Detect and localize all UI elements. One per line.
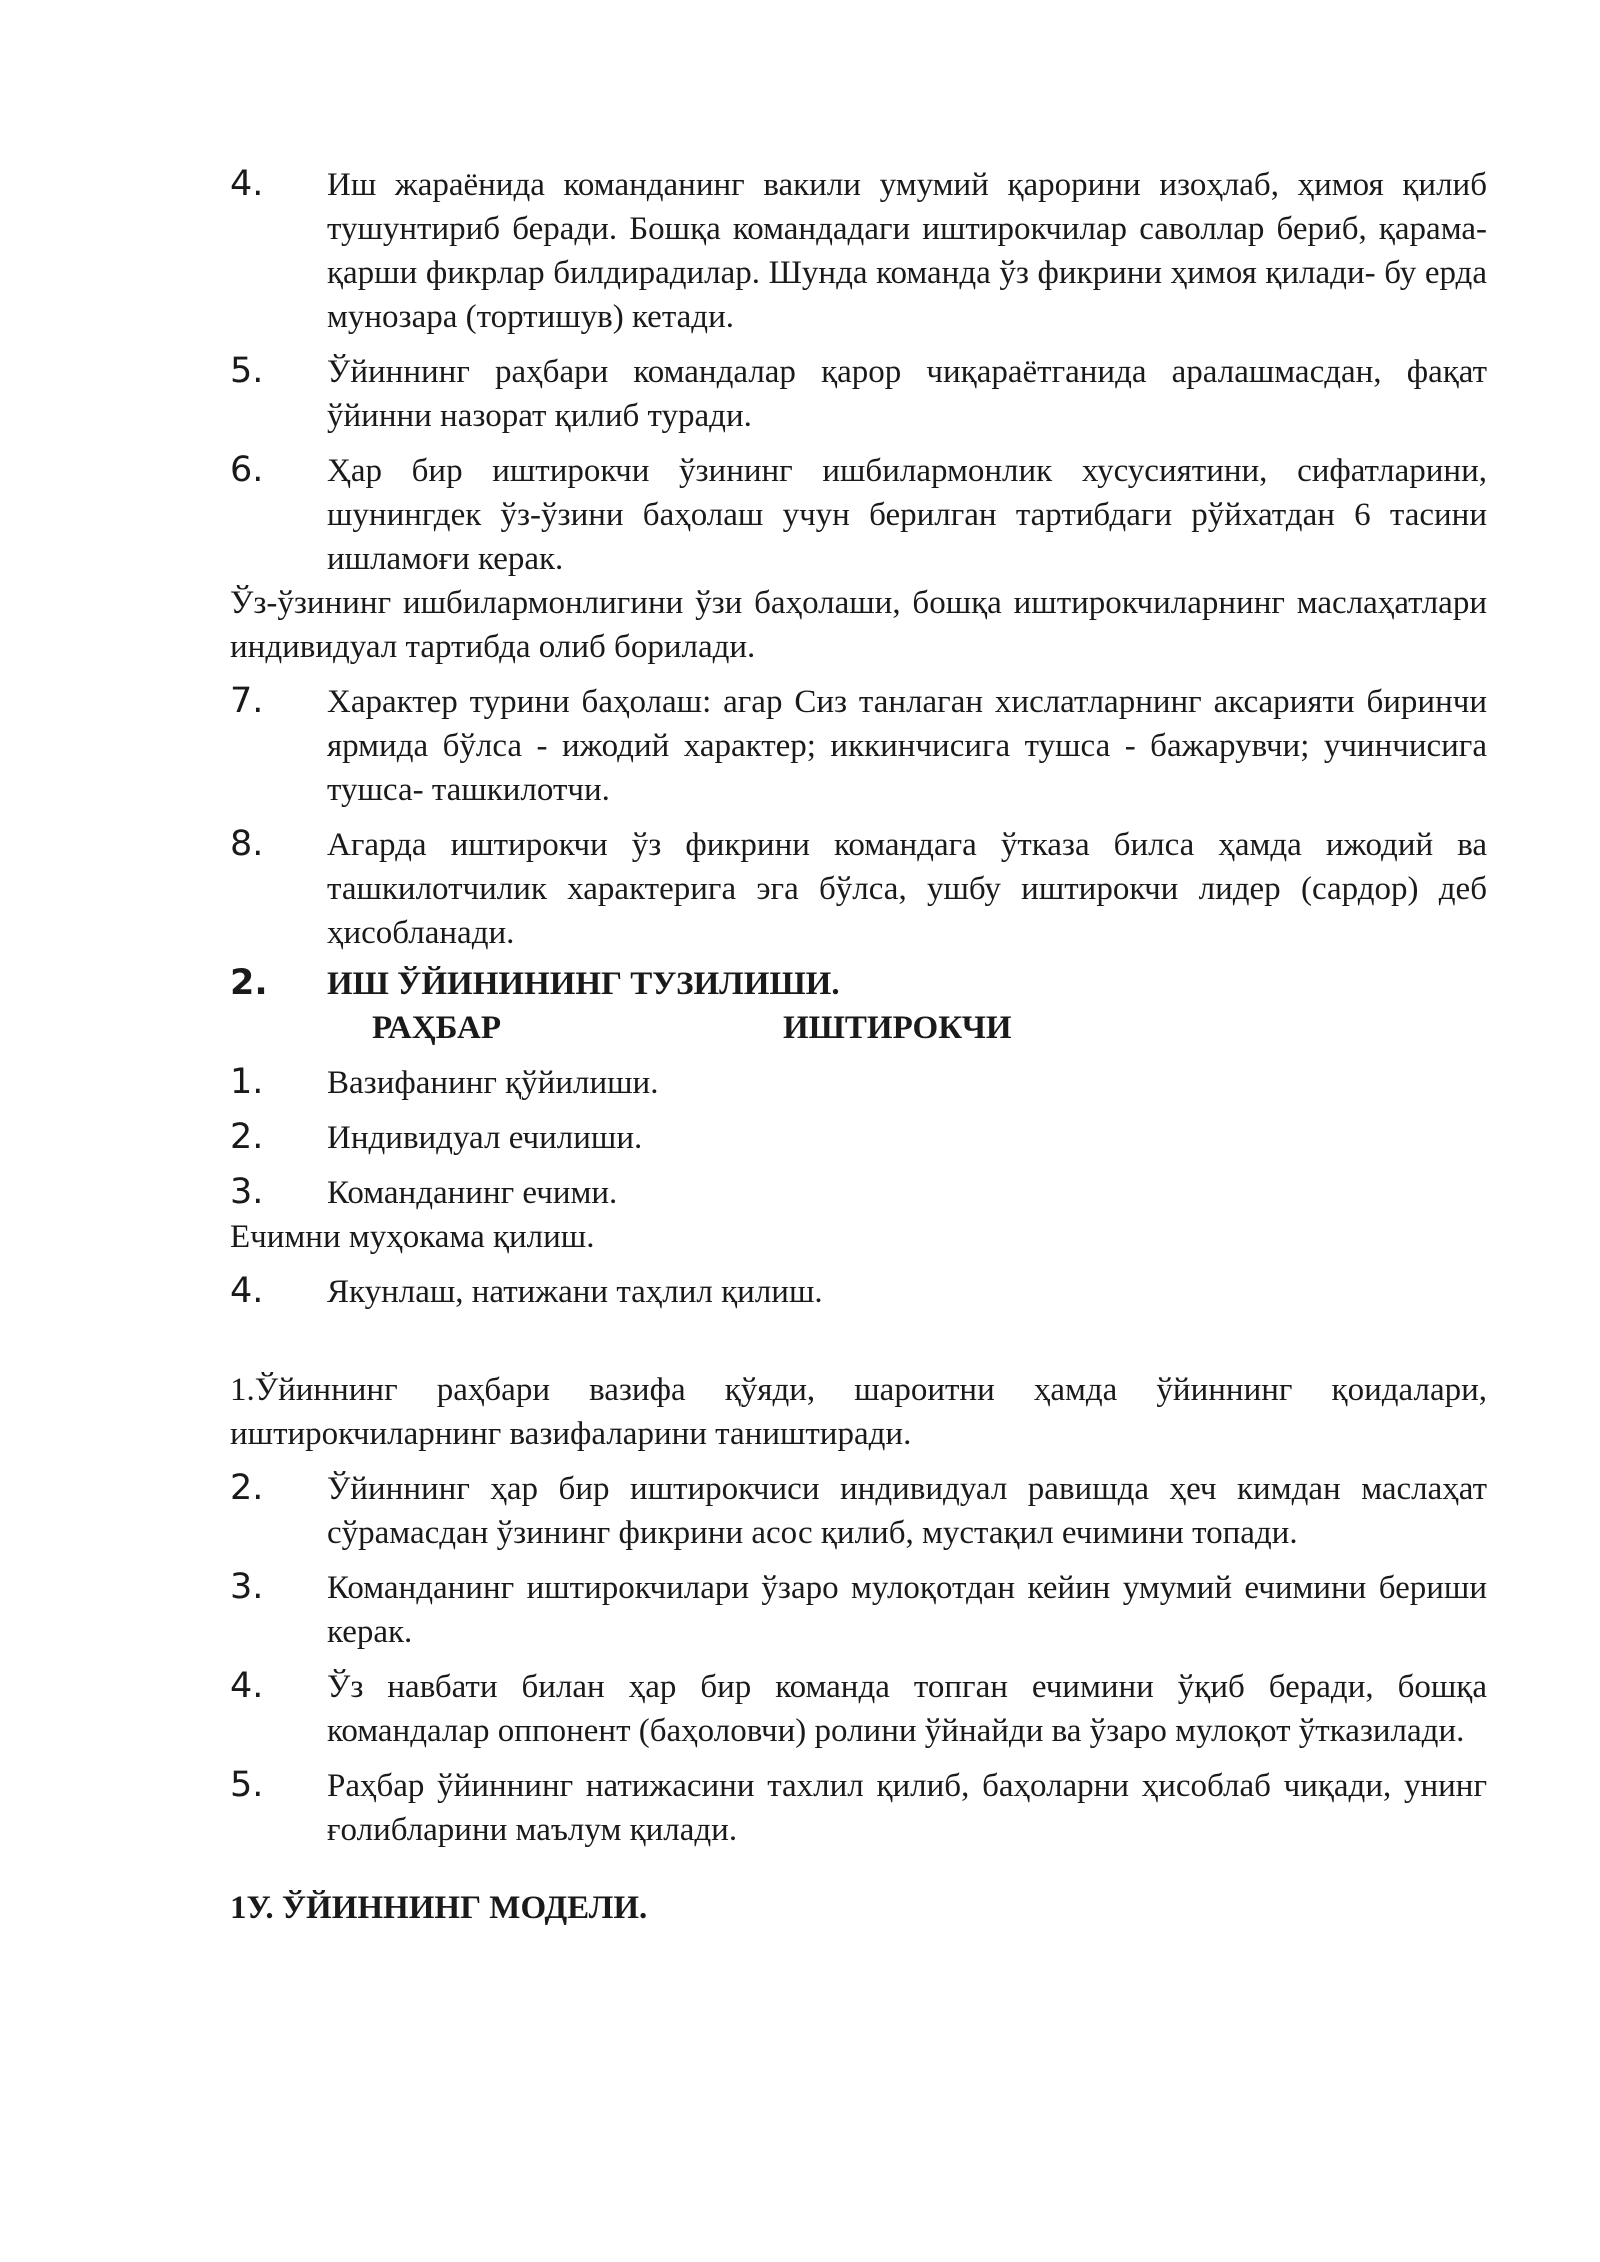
step-item-1 (230, 1060, 1487, 1105)
item-number: 2. (230, 1468, 264, 1508)
step-number: 2. (230, 1117, 264, 1157)
list-item-8 (230, 822, 1487, 955)
item-number: 5. (230, 1765, 264, 1805)
column-header-leader: РАҲБАР (372, 1010, 501, 1046)
step-number: 4. (230, 1271, 264, 1311)
list-item-c-5 (230, 1763, 1487, 1852)
list-item-c-3 (230, 1565, 1487, 1654)
step-number: 3. (230, 1172, 264, 1212)
step-item-4 (230, 1269, 1487, 1314)
list-item-5 (230, 349, 1487, 438)
item-number: 4. (230, 1666, 264, 1706)
blank-line (230, 1324, 1487, 1368)
list-item-c-2 (230, 1466, 1487, 1555)
item-number: 8. (230, 824, 264, 864)
section-title: ИШ ЎЙИНИНИНГ ТУЗИЛИШИ. (327, 966, 840, 1002)
step-text: Вазифанинг қўйилиши. (327, 1065, 659, 1101)
item-text: Ўйиннинг ҳар бир иштирокчиси индивидуал равишда ҳеч кимдан маслаҳат сўрамасдан ўзининг фикрини асос қилиб, мустақил ечимини топади. (327, 1471, 1487, 1551)
list-item-7 (230, 679, 1487, 812)
step-text: Якунлаш, натижани таҳлил қилиш. (327, 1274, 823, 1310)
paragraph-intro: 1.Ўйиннинг раҳбари вазифа қўяди, шароитни ҳамда ўйиннинг қоидалари, иштирокчиларнинг вазифаларини таништиради. (230, 1372, 1487, 1452)
section-heading-structure (230, 961, 1487, 1006)
item-text: Характер турини баҳолаш: агар Сиз танлаган хислатларнинг аксарияти биринчи ярмида бўлса - ижодий характер; иккинчисига тушса - бажарувчи; учинчисига тушса- ташкилотчи. (327, 684, 1487, 808)
item-number: 3. (230, 1567, 264, 1607)
list-item-c-4 (230, 1664, 1487, 1753)
item-text: Ўз навбати билан ҳар бир команда топган ечимини ўқиб беради, бошқа командалар оппонент (баҳоловчи) ролини ўйнайди ва ўзаро мулоқот ўтказилади. (327, 1669, 1487, 1749)
item-number: 4. (230, 164, 264, 204)
item-text: Команданинг иштирокчилари ўзаро мулоқотдан кейин умумий ечимини бериши керак. (327, 1570, 1487, 1650)
column-header-participant: ИШТИРОКЧИ (783, 1010, 1012, 1046)
item-text: Иш жараёнида команданинг вакили умумий қарорини изоҳлаб, ҳимоя қилиб тушунтириб беради. Бошқа командадаги иштирокчилар саволлар бериб, қарама-қарши фикрлар билдирадилар. Шунда команда ўз фикрини ҳимоя қилади- бу ерда мунозара (тортишув) кетади. (327, 167, 1487, 335)
paragraph-discussion: Ечимни муҳокама қилиш. (230, 1219, 595, 1255)
step-text: Команданинг ечими. (327, 1175, 618, 1211)
section-heading-model: 1У. ЎЙИННИНГ МОДЕЛИ. (230, 1890, 648, 1926)
list-item-6 (230, 448, 1487, 581)
column-headers (230, 1006, 1487, 1050)
paragraph-self-assessment: Ўз-ўзининг ишбилармонлигини ўзи баҳолаши, бошқа иштирокчиларнинг маслаҳатлари индивидуал тартибда олиб борилади. (230, 585, 1487, 665)
step-item-3 (230, 1170, 1487, 1215)
step-text: Индивидуал ечилиши. (327, 1120, 643, 1156)
item-number: 6. (230, 450, 264, 490)
step-item-2 (230, 1115, 1487, 1160)
section-number: 2. (230, 963, 268, 1003)
item-text: Раҳбар ўйиннинг натижасини тахлил қилиб, баҳоларни ҳисоблаб чиқади, унинг ғолибларини маълум қилади. (327, 1768, 1487, 1848)
item-text: Ҳар бир иштирокчи ўзининг ишбилармонлик хусусиятини, сифатларини, шунингдек ўз-ўзини баҳолаш учун берилган тартибдаги рўйхатдан 6 тасини ишламоғи керак. (327, 453, 1487, 577)
item-number: 7. (230, 681, 264, 721)
item-number: 5. (230, 351, 264, 391)
step-number: 1. (230, 1062, 264, 1102)
item-text: Агарда иштирокчи ўз фикрини командага ўтказа билса ҳамда ижодий ва ташкилотчилик характерига эга бўлса, ушбу иштирокчи лидер (сардор) деб ҳисобланади. (327, 827, 1487, 951)
list-item-4 (230, 162, 1487, 339)
item-text: Ўйиннинг раҳбари командалар қарор чиқараётганида аралашмасдан, фақат ўйинни назорат қилиб туради. (327, 354, 1487, 434)
